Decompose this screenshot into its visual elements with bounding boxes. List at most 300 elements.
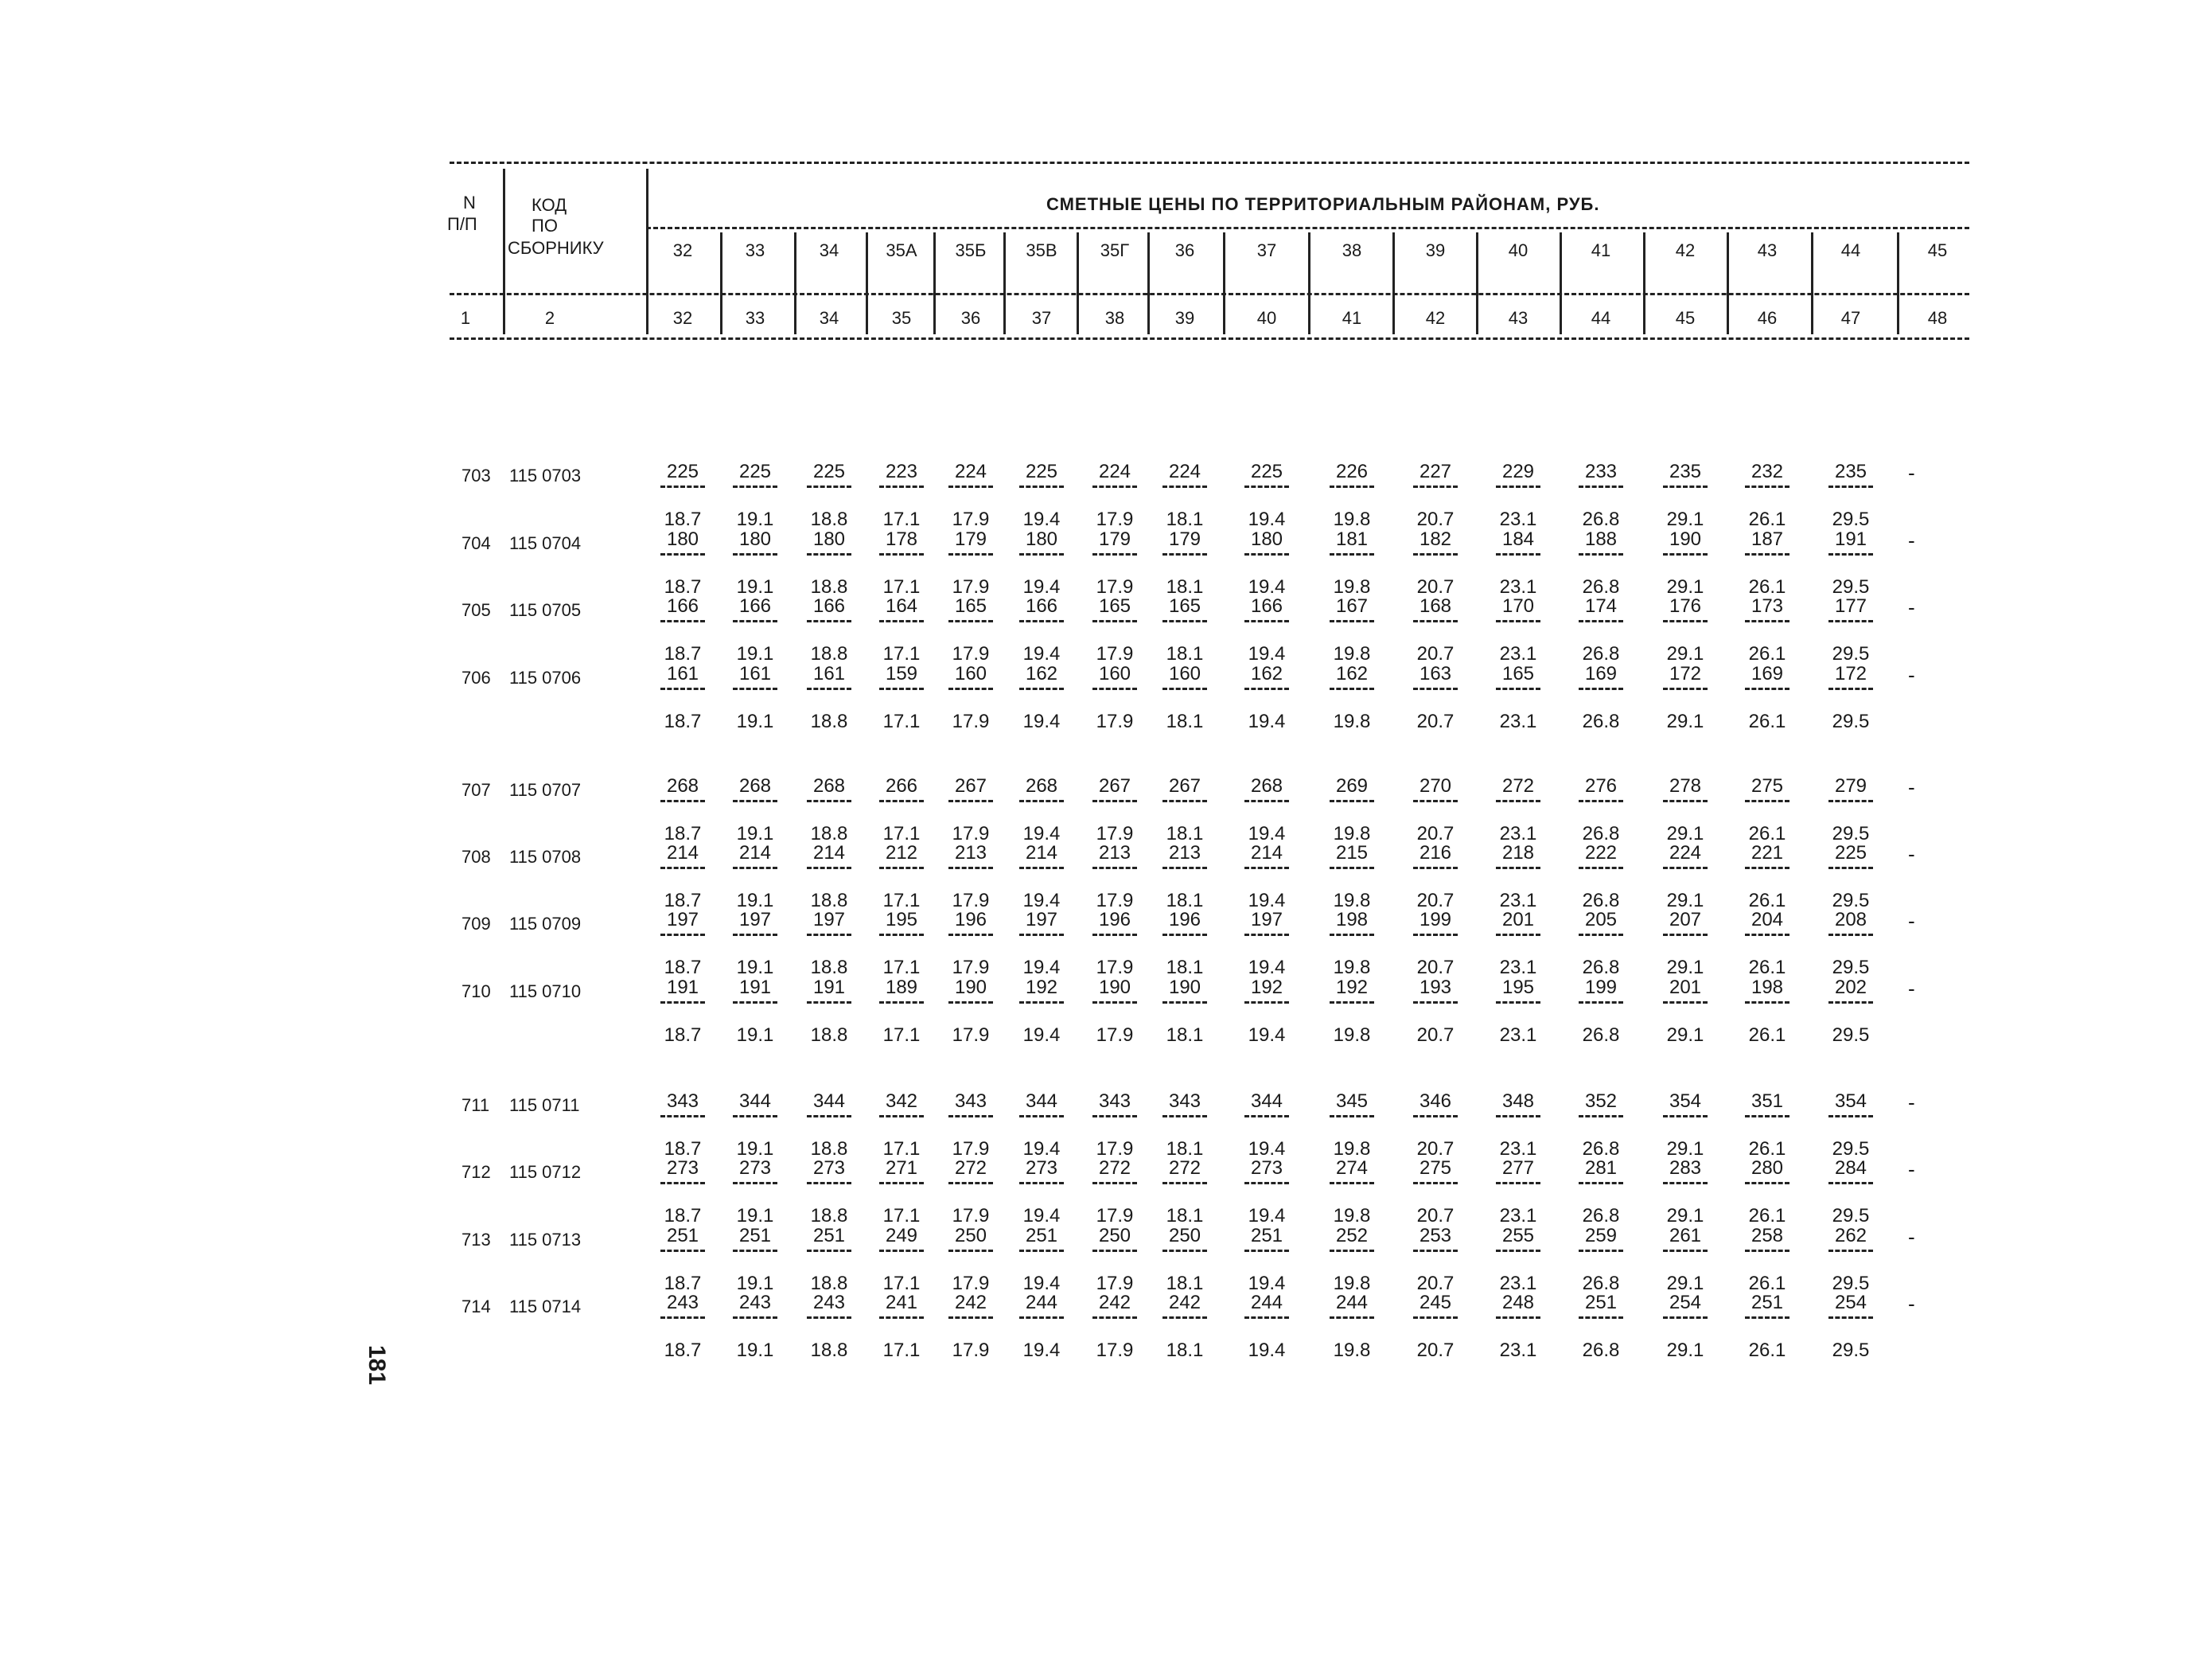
fraction-bar <box>1828 1250 1873 1252</box>
price-cell <box>651 977 715 1047</box>
row-number: 704 <box>461 533 491 553</box>
coefficient-value: 29.5 <box>1832 711 1870 732</box>
fraction-bar <box>1828 553 1873 556</box>
coefficient-value: 20.7 <box>1416 576 1455 598</box>
column-number-18: 47 <box>1840 308 1861 328</box>
price-value: 243 <box>738 1292 772 1313</box>
coefficient-value: 19.4 <box>1248 957 1286 978</box>
fraction-bar <box>1828 486 1873 488</box>
price-cell <box>939 663 1003 733</box>
price-value: 174 <box>1584 595 1618 617</box>
coefficient-value: 18.7 <box>664 890 702 911</box>
price-value: 214 <box>1025 842 1058 864</box>
price-cell <box>1235 977 1299 1047</box>
price-cell <box>1819 1090 1883 1160</box>
price-value: 160 <box>1098 663 1131 684</box>
fraction-bar <box>1330 934 1374 936</box>
last-column-dash: - <box>1908 1292 1915 1316</box>
coefficient-value: 20.7 <box>1416 1273 1455 1294</box>
price-cell <box>1320 1157 1384 1227</box>
coefficient-value: 17.9 <box>1096 1205 1134 1226</box>
price-cell <box>1486 909 1550 979</box>
fraction-bar <box>1413 1182 1458 1184</box>
fraction-bar <box>1828 800 1873 802</box>
fraction-bar <box>733 1115 777 1117</box>
fraction-bar <box>1579 1001 1623 1004</box>
coefficient-value: 26.1 <box>1748 643 1786 665</box>
fraction-bar <box>1019 486 1064 488</box>
price-cell <box>1010 461 1073 531</box>
coefficient-value: 19.1 <box>736 1138 774 1160</box>
fraction-bar <box>1745 553 1789 556</box>
price-cell <box>1735 528 1799 599</box>
price-value: 191 <box>812 977 846 998</box>
coefficient-value: 19.4 <box>1248 890 1286 911</box>
price-value: 244 <box>1025 1292 1058 1313</box>
fraction-bar <box>660 688 705 690</box>
coefficient-value: 17.9 <box>1096 509 1134 530</box>
price-value: 226 <box>1335 461 1369 482</box>
price-value: 344 <box>812 1090 846 1112</box>
coefficient-value: 18.1 <box>1166 1205 1204 1226</box>
price-value: 191 <box>1834 528 1867 550</box>
header-col-separator <box>1147 232 1150 334</box>
row-number: 709 <box>461 914 491 934</box>
fraction-bar <box>807 1115 851 1117</box>
coefficient-value: 29.1 <box>1666 576 1704 598</box>
price-cell <box>1404 1090 1467 1160</box>
coefficient-value: 19.8 <box>1333 643 1371 665</box>
price-cell <box>1486 775 1550 845</box>
fraction-bar <box>1162 1316 1207 1319</box>
fraction-bar <box>660 1115 705 1117</box>
price-cell <box>651 1292 715 1362</box>
price-value: 225 <box>1834 842 1867 864</box>
price-cell <box>1486 528 1550 599</box>
fraction-bar <box>1019 1115 1064 1117</box>
price-value: 243 <box>666 1292 699 1313</box>
price-value: 235 <box>1834 461 1867 482</box>
price-cell <box>939 1225 1003 1295</box>
coefficient-value: 17.9 <box>952 576 990 598</box>
price-cell <box>1235 528 1299 599</box>
fraction-bar <box>1019 1316 1064 1319</box>
price-value: 270 <box>1419 775 1452 797</box>
price-value: 180 <box>738 528 772 550</box>
price-value: 197 <box>1250 909 1283 930</box>
coefficient-value: 26.8 <box>1582 711 1620 732</box>
price-value: 166 <box>666 595 699 617</box>
price-value: 193 <box>1419 977 1452 998</box>
price-value: 179 <box>1098 528 1131 550</box>
price-value: 169 <box>1751 663 1784 684</box>
price-value: 180 <box>666 528 699 550</box>
fraction-bar <box>879 486 924 488</box>
header-mid-rule <box>450 293 1969 295</box>
fraction-bar <box>1162 1115 1207 1117</box>
price-cell <box>1083 842 1147 912</box>
price-value: 205 <box>1584 909 1618 930</box>
price-cell <box>1569 595 1633 665</box>
coefficient-value: 26.1 <box>1748 1273 1786 1294</box>
fraction-bar <box>1496 867 1540 869</box>
row-code: 115 0706 <box>509 668 582 688</box>
district-column-9: 37 <box>1256 240 1277 260</box>
coefficient-value: 18.7 <box>664 509 702 530</box>
coefficient-value: 18.1 <box>1166 890 1204 911</box>
price-cell <box>1819 909 1883 979</box>
price-cell <box>1083 1090 1147 1160</box>
price-cell <box>797 775 861 845</box>
price-value: 251 <box>1250 1225 1283 1246</box>
fraction-bar <box>1413 934 1458 936</box>
price-cell <box>1653 842 1717 912</box>
price-cell <box>651 909 715 979</box>
fraction-bar <box>879 934 924 936</box>
page-number: 181 <box>364 1345 390 1386</box>
coefficient-value: 18.1 <box>1166 1340 1204 1361</box>
coefficient-value: 29.1 <box>1666 1024 1704 1046</box>
fraction-bar <box>733 800 777 802</box>
coefficient-value: 26.1 <box>1748 1024 1786 1046</box>
fraction-bar <box>1663 934 1708 936</box>
row-code: 115 0708 <box>509 847 582 867</box>
price-cell <box>797 909 861 979</box>
column-number-10: 39 <box>1174 308 1195 328</box>
price-cell <box>1235 1157 1299 1227</box>
coefficient-value: 19.4 <box>1022 1138 1061 1160</box>
fraction-bar <box>733 486 777 488</box>
fraction-bar <box>1092 1316 1137 1319</box>
fraction-bar <box>1330 1001 1374 1004</box>
fraction-bar <box>660 1182 705 1184</box>
coefficient-value: 26.8 <box>1582 1205 1620 1226</box>
price-value: 268 <box>666 775 699 797</box>
price-cell <box>1569 977 1633 1047</box>
fraction-bar <box>1496 934 1540 936</box>
fraction-bar <box>1330 1115 1374 1117</box>
price-cell <box>1569 663 1633 733</box>
fraction-bar <box>733 620 777 622</box>
coefficient-value: 19.4 <box>1248 1340 1286 1361</box>
price-cell <box>1320 842 1384 912</box>
column-number-14: 43 <box>1508 308 1529 328</box>
price-cell <box>1819 1292 1883 1362</box>
fraction-bar <box>1663 1250 1708 1252</box>
fraction-bar <box>1496 1250 1540 1252</box>
coefficient-value: 18.1 <box>1166 509 1204 530</box>
fraction-bar <box>660 1250 705 1252</box>
fraction-bar <box>807 867 851 869</box>
price-cell <box>1404 461 1467 531</box>
price-cell <box>1235 1292 1299 1362</box>
fraction-bar <box>1828 934 1873 936</box>
coefficient-value: 26.1 <box>1748 890 1786 911</box>
price-value: 354 <box>1669 1090 1702 1112</box>
fraction-bar <box>807 800 851 802</box>
price-cell <box>939 977 1003 1047</box>
price-cell <box>1235 461 1299 531</box>
coefficient-value: 18.7 <box>664 1024 702 1046</box>
price-value: 251 <box>1751 1292 1784 1313</box>
coefficient-value: 19.1 <box>736 509 774 530</box>
district-column-4: 35А <box>886 240 917 260</box>
coefficient-value: 26.8 <box>1582 643 1620 665</box>
fraction-bar <box>1496 1115 1540 1117</box>
fraction-bar <box>660 486 705 488</box>
price-cell <box>939 842 1003 912</box>
price-cell <box>1819 842 1883 912</box>
price-cell <box>723 775 787 845</box>
coefficient-value: 23.1 <box>1499 1024 1537 1046</box>
coefficient-value: 19.4 <box>1022 1273 1061 1294</box>
price-cell <box>651 842 715 912</box>
price-cell <box>939 909 1003 979</box>
price-cell <box>870 842 933 912</box>
price-value: 161 <box>812 663 846 684</box>
fraction-bar <box>879 800 924 802</box>
coefficient-value: 18.8 <box>810 1024 848 1046</box>
coefficient-value: 17.9 <box>1096 1273 1134 1294</box>
fraction-bar <box>1244 867 1289 869</box>
price-value: 262 <box>1834 1225 1867 1246</box>
price-value: 166 <box>738 595 772 617</box>
coefficient-value: 17.9 <box>952 643 990 665</box>
last-column-dash: - <box>1908 842 1915 866</box>
fraction-bar <box>879 620 924 622</box>
header-col-separator <box>1308 232 1310 334</box>
coefficient-value: 17.1 <box>882 890 921 911</box>
coefficient-value: 17.9 <box>952 1024 990 1046</box>
price-value: 196 <box>954 909 987 930</box>
coefficient-value: 18.8 <box>810 823 848 844</box>
price-cell <box>1569 461 1633 531</box>
price-cell <box>1153 1292 1217 1362</box>
price-cell <box>1404 1292 1467 1362</box>
coefficient-value: 19.8 <box>1333 890 1371 911</box>
coefficient-value: 19.4 <box>1248 711 1286 732</box>
price-cell <box>1653 595 1717 665</box>
price-value: 198 <box>1751 977 1784 998</box>
column-number-12: 41 <box>1342 308 1362 328</box>
fraction-bar <box>660 934 705 936</box>
fraction-bar <box>1745 1316 1789 1319</box>
price-cell <box>1735 461 1799 531</box>
price-cell <box>1153 663 1217 733</box>
fraction-bar <box>1092 486 1137 488</box>
price-value: 254 <box>1669 1292 1702 1313</box>
coefficient-value: 17.1 <box>882 711 921 732</box>
fraction-bar <box>807 620 851 622</box>
coefficient-value: 17.9 <box>1096 1138 1134 1160</box>
coefficient-value: 23.1 <box>1499 576 1537 598</box>
fraction-bar <box>879 1316 924 1319</box>
price-value: 195 <box>885 909 918 930</box>
fraction-bar <box>660 800 705 802</box>
fraction-bar <box>1828 688 1873 690</box>
header-bottom-rule <box>450 337 1969 340</box>
price-cell <box>870 663 933 733</box>
price-cell <box>1235 595 1299 665</box>
coefficient-value: 17.1 <box>882 643 921 665</box>
fraction-bar <box>1663 1001 1708 1004</box>
price-cell <box>939 1157 1003 1227</box>
coefficient-value: 18.7 <box>664 1273 702 1294</box>
coefficient-value: 17.9 <box>1096 957 1134 978</box>
coefficient-value: 26.1 <box>1748 711 1786 732</box>
fraction-bar <box>1496 1001 1540 1004</box>
row-code: 115 0703 <box>509 466 582 486</box>
coefficient-value: 19.1 <box>736 1273 774 1294</box>
district-column-3: 34 <box>819 240 839 260</box>
price-cell <box>1010 977 1073 1047</box>
coefficient-value: 18.7 <box>664 823 702 844</box>
coefficient-value: 26.8 <box>1582 1024 1620 1046</box>
fraction-bar <box>733 867 777 869</box>
price-value: 251 <box>812 1225 846 1246</box>
price-cell <box>1320 528 1384 599</box>
fraction-bar <box>1828 1115 1873 1117</box>
price-cell <box>723 909 787 979</box>
price-value: 261 <box>1669 1225 1702 1246</box>
fraction-bar <box>1663 800 1708 802</box>
coefficient-value: 26.8 <box>1582 509 1620 530</box>
price-value: 225 <box>812 461 846 482</box>
coefficient-value: 17.1 <box>882 1024 921 1046</box>
fraction-bar <box>1244 620 1289 622</box>
fraction-bar <box>1579 688 1623 690</box>
fraction-bar <box>1162 800 1207 802</box>
district-column-13: 41 <box>1591 240 1611 260</box>
coefficient-value: 23.1 <box>1499 711 1537 732</box>
price-value: 254 <box>1834 1292 1867 1313</box>
price-value: 170 <box>1501 595 1535 617</box>
coefficient-value: 26.8 <box>1582 1138 1620 1160</box>
price-value: 167 <box>1335 595 1369 617</box>
price-cell <box>797 1292 861 1362</box>
coefficient-value: 26.8 <box>1582 890 1620 911</box>
coefficient-value: 19.4 <box>1022 643 1061 665</box>
price-value: 187 <box>1751 528 1784 550</box>
header-col-separator <box>1560 232 1562 334</box>
fraction-bar <box>1244 553 1289 556</box>
row-number: 706 <box>461 668 491 688</box>
coefficient-value: 23.1 <box>1499 643 1537 665</box>
coefficient-value: 23.1 <box>1499 1138 1537 1160</box>
fraction-bar <box>1663 1316 1708 1319</box>
coefficient-value: 17.9 <box>952 711 990 732</box>
price-value: 250 <box>1098 1225 1131 1246</box>
coefficient-value: 29.5 <box>1832 1024 1870 1046</box>
fraction-bar <box>948 1250 993 1252</box>
coefficient-value: 17.1 <box>882 823 921 844</box>
price-value: 180 <box>1025 528 1058 550</box>
price-cell <box>723 1157 787 1227</box>
fraction-bar <box>1663 1115 1708 1117</box>
price-value: 184 <box>1501 528 1535 550</box>
coefficient-value: 18.8 <box>810 711 848 732</box>
price-value: 251 <box>1025 1225 1058 1246</box>
coefficient-value: 19.4 <box>1248 576 1286 598</box>
fraction-bar <box>660 620 705 622</box>
row-code: 115 0707 <box>509 780 582 800</box>
coefficient-value: 20.7 <box>1416 1138 1455 1160</box>
price-value: 248 <box>1501 1292 1535 1313</box>
header-col-separator <box>1476 232 1478 334</box>
fraction-bar <box>1330 1316 1374 1319</box>
fraction-bar <box>1828 620 1873 622</box>
column-number-11: 40 <box>1256 308 1277 328</box>
coefficient-value: 17.1 <box>882 509 921 530</box>
price-cell <box>723 595 787 665</box>
coefficient-value: 19.4 <box>1248 1273 1286 1294</box>
price-value: 258 <box>1751 1225 1784 1246</box>
coefficient-value: 20.7 <box>1416 509 1455 530</box>
coefficient-value: 19.1 <box>736 890 774 911</box>
price-cell <box>1486 1225 1550 1295</box>
price-value: 276 <box>1584 775 1618 797</box>
row-number: 703 <box>461 466 491 486</box>
coefficient-value: 18.1 <box>1166 576 1204 598</box>
coefficient-value: 19.8 <box>1333 711 1371 732</box>
fraction-bar <box>1413 1250 1458 1252</box>
price-cell <box>1010 775 1073 845</box>
coefficient-value: 19.4 <box>1022 1205 1061 1226</box>
column-number-17: 46 <box>1757 308 1778 328</box>
coefficient-value: 18.7 <box>664 957 702 978</box>
price-value: 224 <box>1098 461 1131 482</box>
price-value: 213 <box>1098 842 1131 864</box>
price-cell <box>1083 1157 1147 1227</box>
price-value: 180 <box>812 528 846 550</box>
price-value: 259 <box>1584 1225 1618 1246</box>
coefficient-value: 17.9 <box>952 823 990 844</box>
price-value: 204 <box>1751 909 1784 930</box>
row-number: 711 <box>461 1095 490 1115</box>
column-number-7: 36 <box>960 308 981 328</box>
price-value: 352 <box>1584 1090 1618 1112</box>
coefficient-value: 17.1 <box>882 1273 921 1294</box>
header-vrule-code <box>646 169 648 334</box>
row-number: 712 <box>461 1162 491 1182</box>
last-column-dash: - <box>1908 909 1915 933</box>
fraction-bar <box>1092 620 1137 622</box>
price-value: 267 <box>1098 775 1131 797</box>
header-col-separator <box>933 232 936 334</box>
coefficient-value: 17.9 <box>952 1273 990 1294</box>
coefficient-value: 19.8 <box>1333 1138 1371 1160</box>
fraction-bar <box>807 486 851 488</box>
fraction-bar <box>1330 1182 1374 1184</box>
price-cell <box>797 595 861 665</box>
coefficient-value: 18.1 <box>1166 711 1204 732</box>
coefficient-value: 17.9 <box>1096 890 1134 911</box>
last-column-dash: - <box>1908 1225 1915 1249</box>
coefficient-value: 17.9 <box>952 957 990 978</box>
price-value: 225 <box>666 461 699 482</box>
price-cell <box>651 528 715 599</box>
coefficient-value: 29.5 <box>1832 957 1870 978</box>
price-value: 196 <box>1168 909 1201 930</box>
coefficient-value: 29.5 <box>1832 1340 1870 1361</box>
price-cell <box>870 1157 933 1227</box>
fraction-bar <box>660 1001 705 1004</box>
price-cell <box>1235 1225 1299 1295</box>
price-cell <box>1153 461 1217 531</box>
coefficient-value: 20.7 <box>1416 890 1455 911</box>
coefficient-value: 29.1 <box>1666 509 1704 530</box>
coefficient-value: 26.8 <box>1582 823 1620 844</box>
